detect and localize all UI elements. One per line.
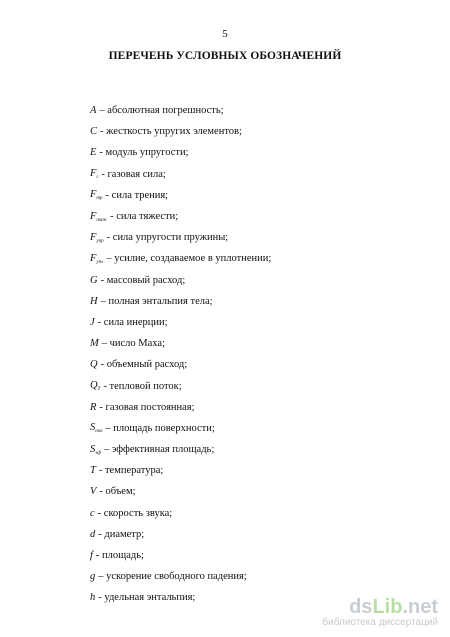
symbol-subscript: упр	[96, 238, 104, 244]
symbol-row	[90, 524, 420, 545]
symbol-description: - объемный расход;	[100, 359, 188, 371]
symbol-row	[90, 164, 420, 185]
watermark-brand-tail: .net	[402, 596, 438, 618]
symbol-row	[90, 185, 420, 206]
symbol-notation	[90, 147, 96, 158]
symbol-letter: J	[90, 316, 95, 328]
watermark-brand-main: ds	[349, 596, 373, 618]
symbol-description: - удельная энтальпия;	[98, 592, 196, 604]
symbol-letter: g	[90, 571, 96, 583]
symbol-letter: F	[90, 168, 97, 180]
symbol-notation	[90, 275, 98, 286]
symbol-description: - массовый расход;	[100, 274, 186, 286]
symbol-description: - сила трения;	[105, 189, 169, 201]
symbol-description: - скорость звука;	[97, 507, 173, 519]
symbol-description: - жесткость упругих элементов;	[100, 126, 242, 138]
symbol-row	[90, 206, 420, 227]
symbol-description: – площадь поверхности;	[105, 422, 215, 434]
symbol-letter: F	[90, 189, 97, 201]
watermark-brand-accent: Lib	[372, 596, 403, 618]
symbol-notation	[90, 402, 96, 413]
symbol-notation	[90, 338, 99, 349]
symbol-letter: T	[90, 465, 96, 477]
symbol-notation	[90, 359, 98, 370]
symbol-row	[90, 418, 420, 439]
symbol-letter: G	[90, 274, 98, 286]
symbol-row	[90, 397, 420, 418]
symbol-row	[90, 333, 420, 354]
symbol-row	[90, 460, 420, 481]
symbol-description: - сила тяжести;	[110, 211, 179, 223]
symbol-row	[90, 227, 420, 248]
symbol-row	[90, 481, 420, 502]
symbol-subscript: тяж	[96, 217, 108, 223]
symbol-description: - сила инерции;	[97, 316, 168, 328]
symbol-row	[90, 503, 420, 524]
symbol-row	[90, 375, 420, 396]
symbol-letter: F	[90, 210, 97, 222]
symbol-notation	[90, 126, 97, 137]
watermark-logo	[308, 597, 438, 629]
symbol-row	[90, 121, 420, 142]
symbol-description: – ускорение свободного падения;	[98, 571, 247, 583]
symbol-letter: d	[90, 528, 96, 540]
symbol-notation	[90, 571, 95, 582]
symbol-notation	[90, 508, 95, 519]
symbol-notation	[90, 189, 103, 201]
symbol-notation	[90, 105, 96, 116]
symbol-description: - температура;	[98, 465, 164, 477]
symbol-letter: f	[90, 550, 93, 562]
symbol-letter: E	[90, 147, 97, 159]
symbol-letter: R	[90, 401, 97, 413]
symbol-letter: F	[90, 231, 97, 243]
symbol-notation	[90, 444, 101, 456]
symbol-notation	[90, 232, 104, 244]
symbol-letter: H	[90, 295, 98, 307]
symbol-row	[90, 248, 420, 269]
symbol-description: - газовая сила;	[101, 168, 166, 180]
symbol-letter: A	[90, 105, 97, 117]
symbol-subscript: г	[96, 175, 99, 181]
symbol-description: – число Маха;	[101, 338, 165, 350]
symbol-subscript: T	[97, 387, 101, 393]
symbol-notation	[90, 296, 98, 307]
symbol-notation	[90, 253, 103, 265]
symbol-list	[90, 100, 420, 609]
symbol-notation	[90, 550, 93, 561]
symbol-subscript: пов	[95, 429, 103, 435]
symbol-description: - газовая постоянная;	[99, 401, 195, 413]
symbol-notation	[90, 529, 95, 540]
symbol-description: – полная энтальпия тела;	[100, 295, 213, 307]
symbol-row	[90, 439, 420, 460]
watermark-brand	[308, 597, 438, 617]
symbol-letter: Q	[90, 380, 98, 392]
symbol-row	[90, 291, 420, 312]
symbol-letter: C	[90, 126, 98, 138]
symbol-notation	[90, 380, 100, 392]
symbol-letter: h	[90, 592, 96, 604]
symbol-letter: Q	[90, 359, 98, 371]
symbol-notation	[90, 422, 102, 434]
symbol-description: - тепловой поток;	[103, 380, 182, 392]
symbol-row	[90, 566, 420, 587]
symbol-subscript: тр	[96, 196, 103, 202]
symbol-letter: S	[90, 422, 96, 434]
symbol-description: – усилие, создаваемое в уплотнении;	[106, 253, 272, 265]
symbol-row	[90, 142, 420, 163]
symbol-description: - объем;	[99, 486, 136, 498]
symbol-letter: S	[90, 443, 96, 455]
watermark-subtitle: библиотека диссертаций	[322, 617, 438, 628]
symbol-subscript: упл	[96, 259, 104, 265]
symbol-notation	[90, 592, 95, 603]
symbol-notation	[90, 486, 96, 497]
symbol-row	[90, 100, 420, 121]
symbol-subscript: эф	[95, 450, 101, 456]
symbol-letter: c	[90, 507, 95, 519]
symbol-description: - модуль упругости;	[99, 147, 189, 159]
symbol-description: – эффективная площадь;	[103, 444, 215, 456]
symbol-description: – абсолютная погрешность;	[99, 105, 224, 117]
page-title: ПЕРЕЧЕНЬ УСЛОВНЫХ ОБОЗНАЧЕНИЙ	[108, 50, 342, 62]
symbol-notation	[90, 168, 98, 180]
symbol-row	[90, 270, 420, 291]
symbol-letter: V	[90, 486, 97, 498]
symbol-description: - площадь;	[95, 550, 144, 562]
symbol-letter: M	[90, 338, 99, 350]
symbol-description: - диаметр;	[98, 528, 145, 540]
symbol-notation	[90, 465, 96, 476]
symbol-notation	[90, 317, 95, 328]
symbol-row	[90, 354, 420, 375]
symbol-description: - сила упругости пружины;	[106, 232, 229, 244]
symbol-row	[90, 545, 420, 566]
symbol-notation	[90, 211, 107, 223]
page-number: 5	[222, 28, 228, 40]
symbol-row	[90, 312, 420, 333]
symbol-letter: F	[90, 252, 97, 264]
